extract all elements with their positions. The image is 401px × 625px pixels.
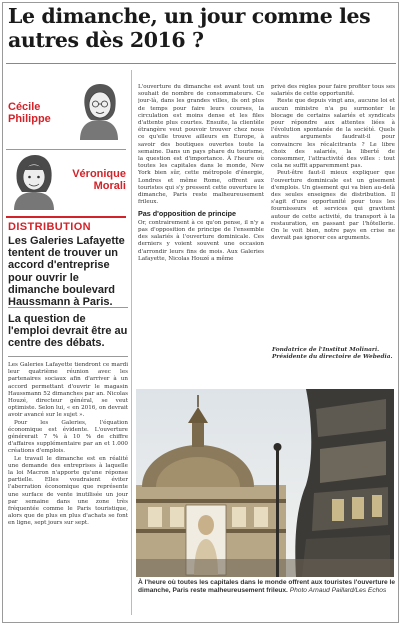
- sidebar-lead-2: La question de l'emploi devrait être au centre des débats.: [8, 313, 128, 350]
- sidebar-body: [8, 362, 128, 614]
- column-divider: [131, 70, 132, 615]
- article-photo: [136, 389, 394, 577]
- author-2-name: [62, 168, 126, 192]
- lead-separator: [8, 307, 128, 308]
- author-2-portrait: [8, 152, 60, 212]
- middle-paragraph: Or, contrairement à ce qu'on pense, il n'y a pas d'opposition de principe de l'ensemble des salariés à l'ouverture dominicale. Ces derniers y voient souvent une occasion d'arrondir leurs fins de mois. Aux Galeries Lafayette, Nicolas Houzé a même: [138, 219, 264, 262]
- lead-separator-2: [8, 356, 128, 357]
- photo-caption: [138, 579, 396, 595]
- section-tag: DISTRIBUTION: [8, 221, 92, 233]
- middle-subhead: Pas d'opposition de principe: [138, 209, 236, 219]
- author-credit: Fondatrice de l'Institut Molinari. Présidente du directoire de Webedia.: [272, 347, 393, 361]
- sidebar-lead-1: Les Galeries Lafayette tentent de trouver un accord d'entreprise pour ouvrir le dimanche boulevard Haussmann à Paris.: [8, 235, 125, 309]
- author-1-last: Philippe: [8, 113, 51, 125]
- photo-caption-text: À l'heure où toutes les capitales dans le monde offrent aux touristes l'ouverture le dimanche, Paris reste malheureusement frileux.: [138, 579, 396, 594]
- author-1-first: Cécile: [8, 101, 41, 113]
- author-1-name: [8, 101, 51, 125]
- section-rule: [6, 216, 126, 218]
- headline-rule: [6, 63, 396, 64]
- headline: Le dimanche, un jour comme les autres dès 2016 ?: [8, 4, 371, 52]
- author-2-last: Morali: [93, 180, 126, 192]
- sidebar-paragraph: Le travail le dimanche est en réalité une demande des entreprises à laquelle la loi Macron n'apporte qu'une réponse partielle. Elles voudraient éviter l'aberration économique que représente une surface de vente inutilisée un jour par semaine dans une zone très fréquentée comme le Paris touristique, alors que de plus en plus d'achats se font en ligne, sept jours sur sept.: [8, 455, 128, 527]
- sidebar-paragraph: Pour les Galeries, l'équation économique est évidente. L'ouverture générerait 7 % à 10 % de chiffre d'affaires supplémentaire par an et 1.000 créations d'emplois.: [8, 419, 128, 455]
- author-2-first: Véronique: [72, 168, 126, 180]
- sidebar-paragraph: Les Galeries Lafayette tiendront ce mardi leur quatrième réunion avec les partenaires sociaux afin d'arriver à un accord permettant d'ouvrir le magasin Haussmann 52 dimanches par an. Nicolas Houzé, directeur général, se veut optimiste. Selon lui, « en 2016, on devrait avoir avancé sur le sujet ».: [8, 362, 128, 419]
- galeries-lafayette-illustration: [136, 389, 394, 577]
- right-paragraph: Reste que depuis vingt ans, aucune loi et aucun ministre n'a pu surmonter le blocage de certains salariés et syndicats pour répondre aux attentes liées à l'évolution spontanée de la société. Quels autres arguments faudrait-il pour convaincre les récalcitrants ? Le libre choix des salariés, la liberté de consommer, l'attractivité des villes : tout cela ne suffit apparemment pas.: [271, 98, 395, 170]
- right-paragraph: privé des règles pour faire profiter tous ses salariés de cette opportunité.: [271, 84, 395, 98]
- right-paragraph: Peut-être faut-il mieux expliquer que l'ouverture dominicale est un gisement d'emplois. Un gisement qui va bien au-delà des seules enseignes de distribution. Il s'agit d'une opportunité pour tous les fournisseurs et services qui gravitent autour de cette activité, du transport à la restauration, en passant par l'hôtellerie. On le voit bien, notre pays en crise ne devrait pas ignorer ces arguments.: [271, 170, 395, 242]
- middle-paragraph: L'ouverture du dimanche est avant tout un souhait de nombre de consommateurs. Ce jour-là, dans les grandes villes, ils ont plus de temps pour faire leurs courses, la circulation est moins dense et les files d'attente plus courtes. Ensuite, la clientèle étrangère veut pouvoir trouver chez nous ce qu'elle trouve ailleurs en Europe, à savoir des boutiques ouvertes toute la semaine. Dans un pays phare du tourisme, la question est d'importance. À l'heure où toutes les capitales dans le monde, New York bien sûr, cette métropole d'énergie, Londres et même Rome, offrent aux touristes qui s'y pressent cette ouverture le dimanche, Paris reste malheureusement frileux.: [138, 84, 264, 206]
- author-separator: [6, 149, 126, 150]
- right-column: [271, 84, 395, 346]
- photo-credit: Photo Arnaud Paillard/Les Echos: [289, 587, 387, 594]
- middle-column: [138, 84, 264, 384]
- author-1-portrait: [74, 80, 124, 144]
